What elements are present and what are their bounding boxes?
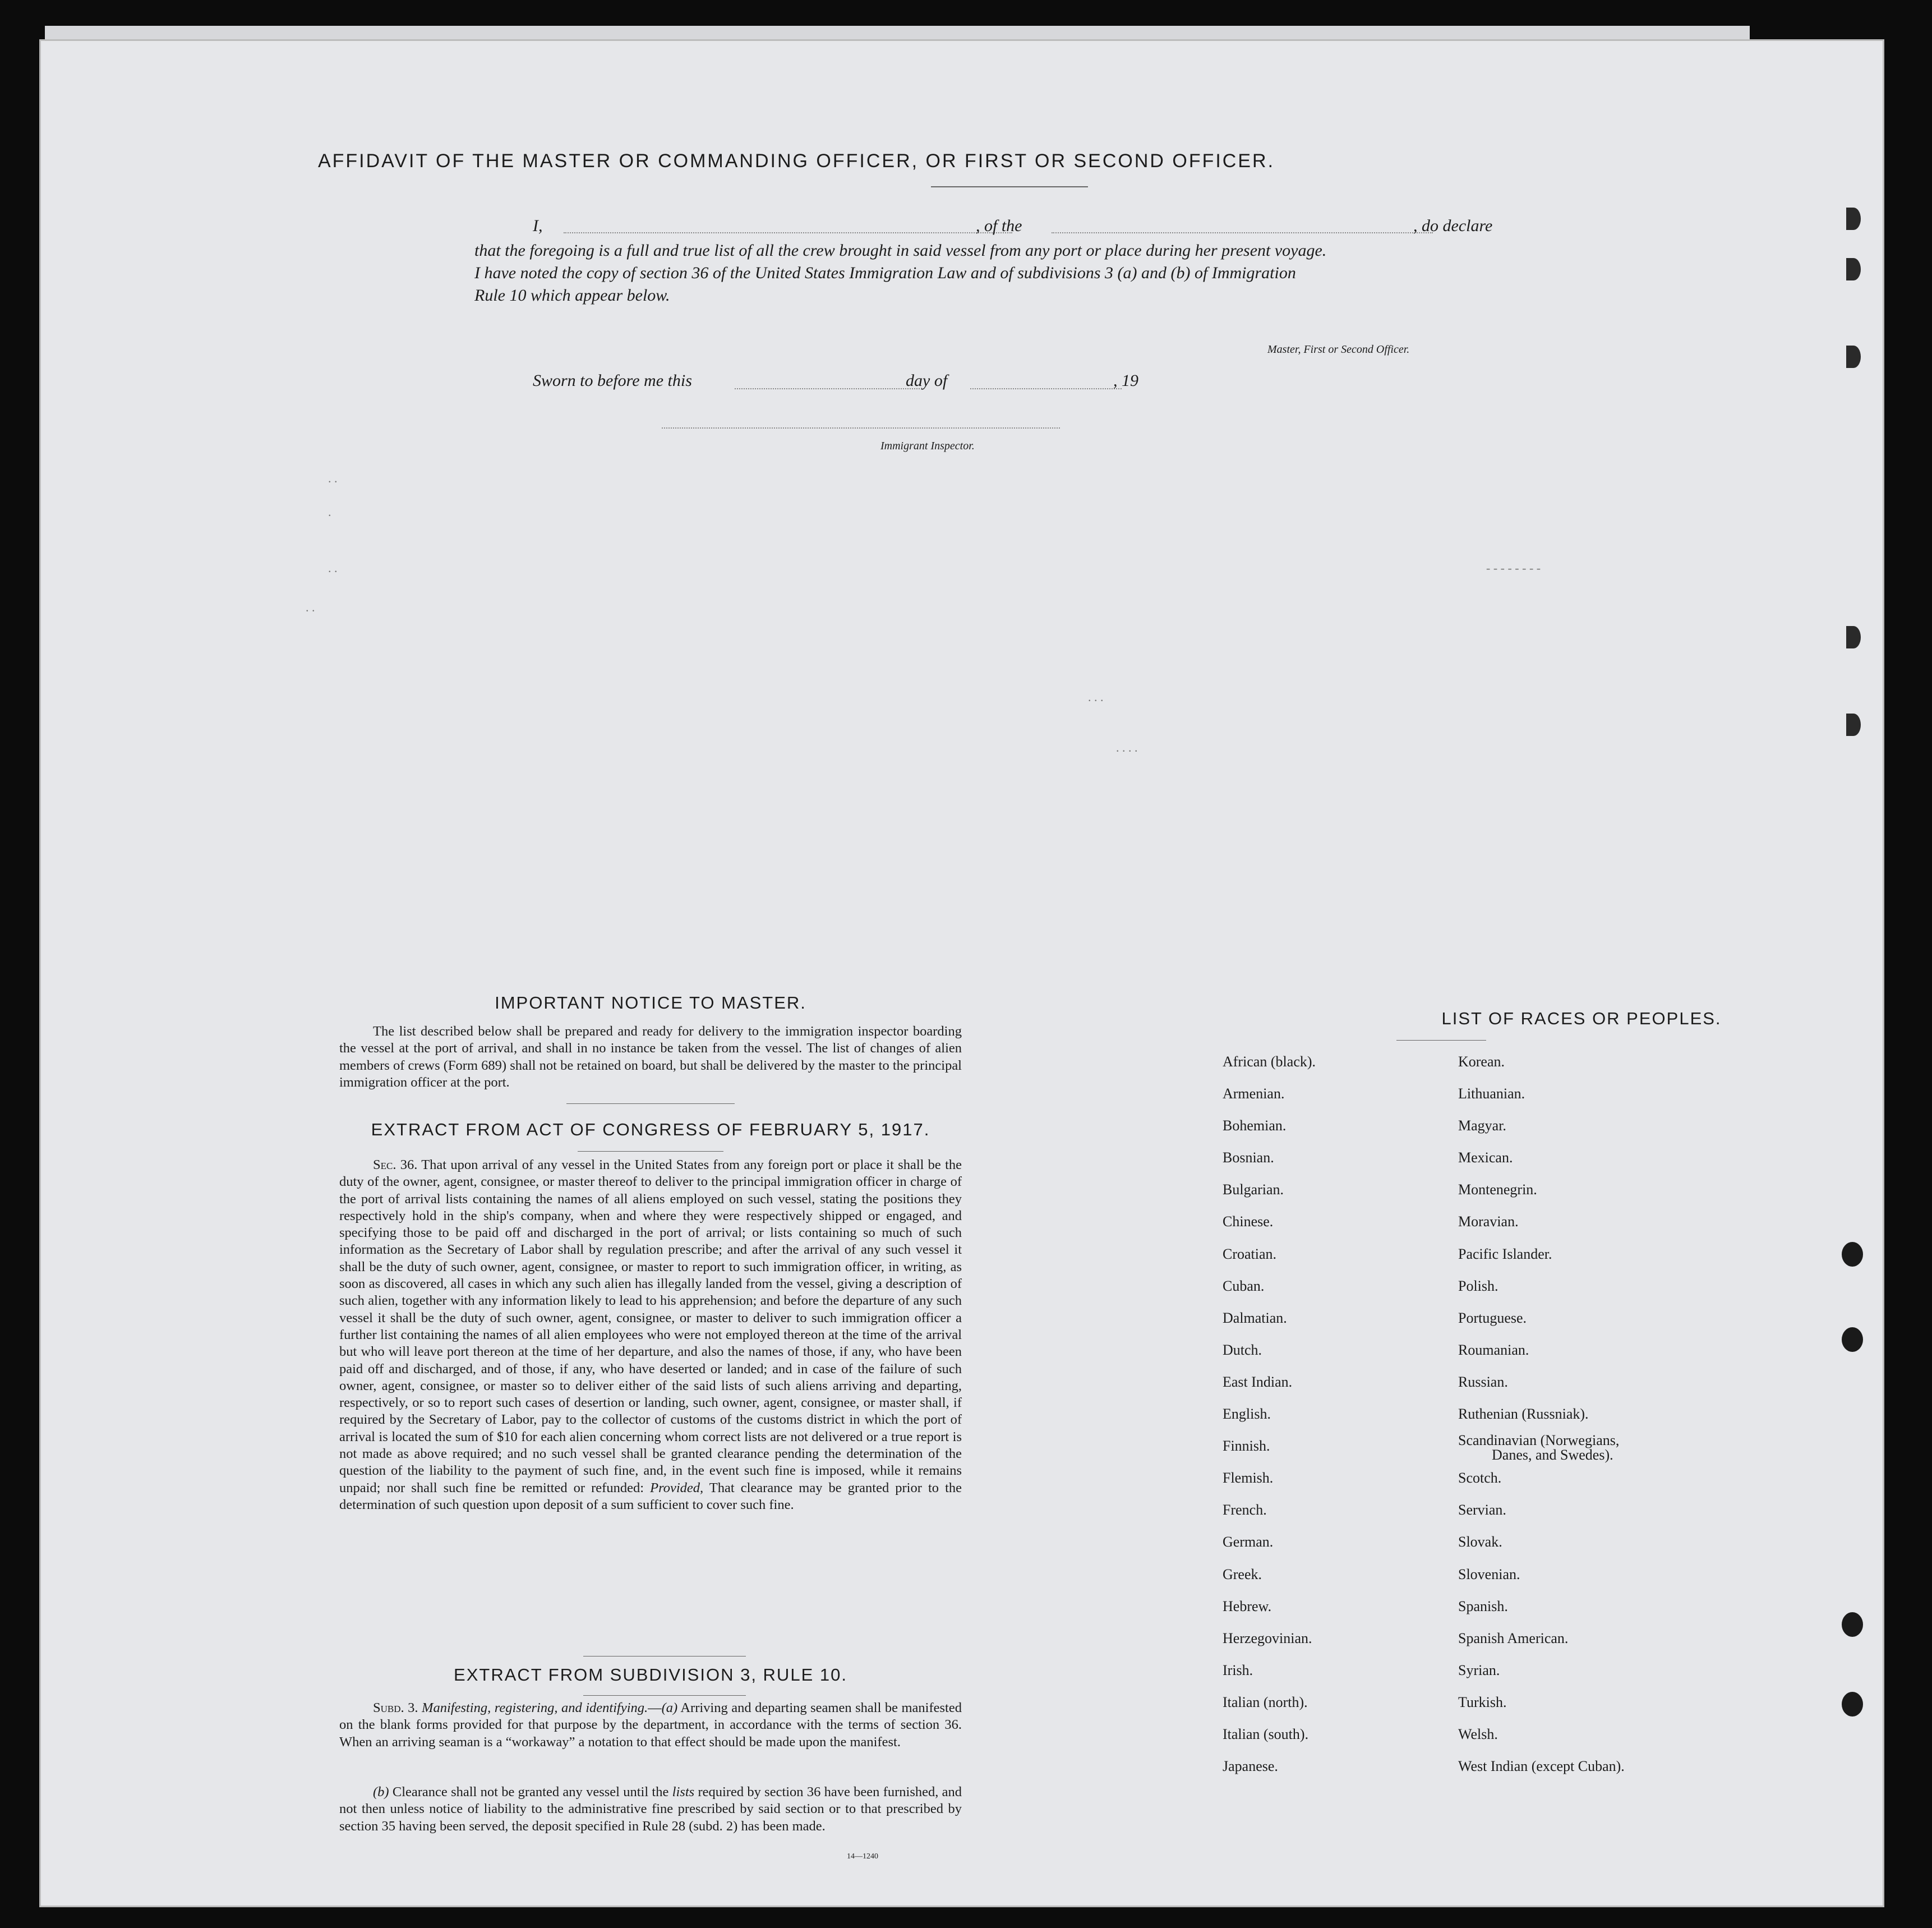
- race-item: Bohemian.: [1223, 1117, 1287, 1134]
- binding-hole: [1846, 714, 1861, 736]
- race-item: English.: [1223, 1406, 1271, 1423]
- race-item: Italian (south).: [1223, 1725, 1309, 1742]
- section-rule: [583, 1695, 746, 1696]
- race-item: Scandinavian (Norwegians,: [1458, 1432, 1620, 1449]
- race-item: Slovenian.: [1458, 1566, 1520, 1582]
- race-item: Pacific Islander.: [1458, 1245, 1552, 1262]
- section-rule: [566, 1103, 735, 1104]
- race-item: Italian (north).: [1223, 1694, 1308, 1710]
- race-item: Japanese.: [1223, 1758, 1278, 1775]
- faint-mark: . . . .: [1116, 740, 1138, 754]
- race-item: Dalmatian.: [1223, 1309, 1287, 1326]
- race-item: Syrian.: [1458, 1662, 1500, 1678]
- race-item: Servian.: [1458, 1502, 1506, 1519]
- document-page: [39, 39, 1884, 1907]
- provided-word: Provided,: [650, 1480, 704, 1496]
- faint-mark: - - - - - - - -: [1486, 561, 1541, 575]
- race-item: Bulgarian.: [1223, 1181, 1284, 1198]
- sec-label: Sec. 36.: [373, 1157, 418, 1172]
- race-item: German.: [1223, 1534, 1274, 1550]
- affidavit-line-3: I have noted the copy of section 36 of the United States Immigration Law and of subdivisions 3 (a) and (b) of Immigration: [474, 264, 1296, 282]
- race-item: West Indian (except Cuban).: [1458, 1758, 1625, 1775]
- binding-hole: [1846, 258, 1861, 280]
- vessel-blank[interactable]: [1052, 232, 1433, 233]
- races-right-column: [1458, 1053, 1625, 1790]
- month-blank[interactable]: [970, 388, 1122, 389]
- race-item: Montenegrin.: [1458, 1181, 1537, 1198]
- day-of-text: day of: [906, 371, 948, 390]
- race-item: Spanish.: [1458, 1598, 1508, 1614]
- para-b-letter: (b): [373, 1784, 389, 1800]
- lists-word: lists: [672, 1784, 695, 1800]
- faint-mark: . . .: [1088, 690, 1104, 704]
- race-item: Mexican.: [1458, 1149, 1513, 1166]
- race-item: Herzegovinian.: [1223, 1630, 1312, 1646]
- race-item-scandinavian: [1458, 1432, 1625, 1470]
- faint-mark: . .: [328, 471, 338, 485]
- title-rule: [931, 186, 1088, 187]
- subd-label: Subd. 3.: [373, 1700, 418, 1715]
- race-item: Korean.: [1458, 1053, 1505, 1070]
- binding-hole: [1846, 346, 1861, 368]
- race-item: Polish.: [1458, 1277, 1498, 1294]
- binding-hole: [1842, 1612, 1863, 1637]
- race-item: Bosnian.: [1223, 1149, 1274, 1166]
- race-item: Chinese.: [1223, 1213, 1274, 1230]
- race-item: Spanish American.: [1458, 1630, 1569, 1646]
- race-item: Portuguese.: [1458, 1309, 1527, 1326]
- faint-mark: .: [328, 505, 331, 519]
- race-item: Croatian.: [1223, 1245, 1277, 1262]
- race-item: Flemish.: [1223, 1470, 1274, 1487]
- race-item: French.: [1223, 1502, 1267, 1519]
- subd-3-para-a: Subd. 3. Manifesting, registering, and identifying.—(a) Arriving and departing seamen shall be manifested on the blank forms provided for that purpose by the department, in accordance with the terms of section 36. When an arriving seaman is a “workaway” a notation to that effect should be made upon the manifest.: [339, 1700, 962, 1750]
- binding-hole: [1842, 1692, 1863, 1717]
- race-item: Russian.: [1458, 1373, 1508, 1390]
- race-item: Ruthenian (Russniak).: [1458, 1406, 1589, 1423]
- binding-hole: [1842, 1242, 1863, 1267]
- race-item: Finnish.: [1223, 1438, 1270, 1455]
- notice-text: The list described below shall be prepared and ready for delivery to the immigration inspector boarding the vessel at the port of arrival, and shall in no instance be taken from the vessel. The list of changes of alien members of crews (Form 689) shall not be retained on board, but shall be delivered by the master to the principal immigration officer at the port.: [339, 1024, 962, 1090]
- affidavit-title: AFFIDAVIT OF THE MASTER OR COMMANDING OFFICER, OR FIRST OR SECOND OFFICER.: [317, 150, 1275, 172]
- faint-mark: . .: [328, 561, 338, 575]
- binding-hole: [1846, 208, 1861, 230]
- race-item: Hebrew.: [1223, 1598, 1272, 1614]
- race-item: Welsh.: [1458, 1725, 1498, 1742]
- sworn-text: Sworn to before me this: [533, 371, 692, 390]
- para-a-text: Arriving and departing seamen shall be manifested on the blank forms provided for that purpose by the department, in accordance with the terms of section 36. When an arriving seaman is a “workaway” a notation to that effect should be made upon the manifest.: [339, 1700, 962, 1750]
- race-item: Lithuanian.: [1458, 1085, 1525, 1102]
- races-left-column: [1223, 1053, 1316, 1790]
- sec-body: That upon arrival of any vessel in the United States from any foreign port or place it shall be the duty of the owner, agent, consignee, or master thereof to deliver to the principal immigration officer in charge of the port of arrival lists containing the names of all aliens employed on such vessel, stating the positions they respectively hold in the ship's company, when and where they were respectively shipped or engaged, and specifying those to be paid off and discharged in the port of arrival; or lists containing so much of such information as the Secretary of Labor shall by regulation prescribe; and after the arrival of any such vessel it shall be the duty of such owner, agent, consignee, or master to report to such immigration officer, in writing, as soon as discovered, all cases in which any such alien has illegally landed from the vessel, giving a description of such alien, together with any information likely to lead to his apprehension; and before the departure of any such vessel it shall be the duty of such owner, agent, consignee, or master to deliver to such immigration officer a further list containing the names of all alien employees who were not employed thereon at the time of the arrival but who will leave port thereon at the time of her departure, and also the names of those, if any, who have been paid off and discharged, and of those, if any, who have deserted or landed; and in case of the failure of such owner, agent, consignee, or master so to deliver either of the said lists of such aliens arriving and departing, respectively, or so to report such cases of desertion or landing, such owner, agent, consignee, or master shall, if required by the Secretary of Labor, pay to the collector of customs of the customs district in which the port of arrival is located the sum of $10 for each alien concerning whom correct lists are not delivered or a true report is not made as above required; and no such vessel shall be granted clearance pending the determination of the question of the liability to the payment of such fine, and, in the event such fine is imposed, while it remains unpaid; nor shall such fine be remitted or refunded:: [339, 1157, 962, 1496]
- sec-36-text: [339, 1157, 962, 1513]
- faint-mark: . .: [306, 600, 315, 614]
- race-item: Slovak.: [1458, 1534, 1502, 1550]
- race-item: Irish.: [1223, 1662, 1253, 1678]
- notice-title: IMPORTANT NOTICE TO MASTER.: [495, 993, 806, 1013]
- affidavit-line-2: that the foregoing is a full and true list of all the crew brought in said vessel from any port or place during her present voyage.: [474, 241, 1327, 260]
- para-b-start: Clearance shall not be granted any vessel until the: [392, 1784, 669, 1800]
- race-item: Dutch.: [1223, 1341, 1262, 1358]
- extract-rule-title: EXTRACT FROM SUBDIVISION 3, RULE 10.: [454, 1665, 847, 1685]
- races-title: LIST OF RACES OR PEOPLES.: [1441, 1009, 1722, 1028]
- race-item: Moravian.: [1458, 1213, 1519, 1230]
- race-item: East Indian.: [1223, 1373, 1293, 1390]
- affidavit-line-4: Rule 10 which appear below.: [474, 286, 670, 305]
- para-b-rest: required by section 36 have been furnished, and not then unless notice of liability to the administrative fine prescribed by said section or to that prescribed by section 35 having been served, the deposit specified in Rule 28 (subd. 2) has been made.: [339, 1784, 962, 1834]
- race-item: Turkish.: [1458, 1694, 1507, 1710]
- race-item-continuation: Danes, and Swedes).: [1492, 1447, 1613, 1464]
- affidavit-i: I,: [533, 217, 543, 235]
- race-item: Armenian.: [1223, 1085, 1285, 1102]
- sec-body-end: That clearance may be granted prior to the determination of such question upon deposit of a sum sufficient to cover such fine.: [339, 1480, 962, 1512]
- section-rule: [578, 1151, 723, 1152]
- form-number: 14—1240: [847, 1852, 878, 1861]
- binding-hole: [1842, 1327, 1863, 1352]
- race-item: Magyar.: [1458, 1117, 1506, 1134]
- year-text: , 19: [1113, 371, 1138, 390]
- page-top-edge: [45, 26, 1750, 40]
- name-blank[interactable]: [564, 232, 1012, 233]
- master-signature-label: Master, First or Second Officer.: [1267, 343, 1410, 356]
- inspector-signature-blank[interactable]: [662, 427, 1060, 429]
- affidavit-of-the: , of the: [976, 217, 1022, 235]
- race-item: Roumanian.: [1458, 1341, 1529, 1358]
- subd-heading: Manifesting, registering, and identifying.: [422, 1700, 648, 1715]
- race-item: Cuban.: [1223, 1277, 1265, 1294]
- binding-hole: [1846, 626, 1861, 648]
- affidavit-do-declare: , do declare: [1413, 217, 1493, 235]
- extract-act-title: EXTRACT FROM ACT OF CONGRESS OF FEBRUARY 5, 1917.: [371, 1120, 930, 1139]
- subd-3-para-b: [339, 1784, 962, 1835]
- day-blank[interactable]: [735, 388, 920, 389]
- race-item: Scotch.: [1458, 1470, 1502, 1487]
- races-title-rule: [1396, 1040, 1486, 1041]
- immigrant-inspector-label: Immigrant Inspector.: [880, 440, 975, 452]
- race-item: Greek.: [1223, 1566, 1262, 1582]
- para-a-letter: (a): [661, 1700, 678, 1715]
- race-item: African (black).: [1223, 1053, 1316, 1070]
